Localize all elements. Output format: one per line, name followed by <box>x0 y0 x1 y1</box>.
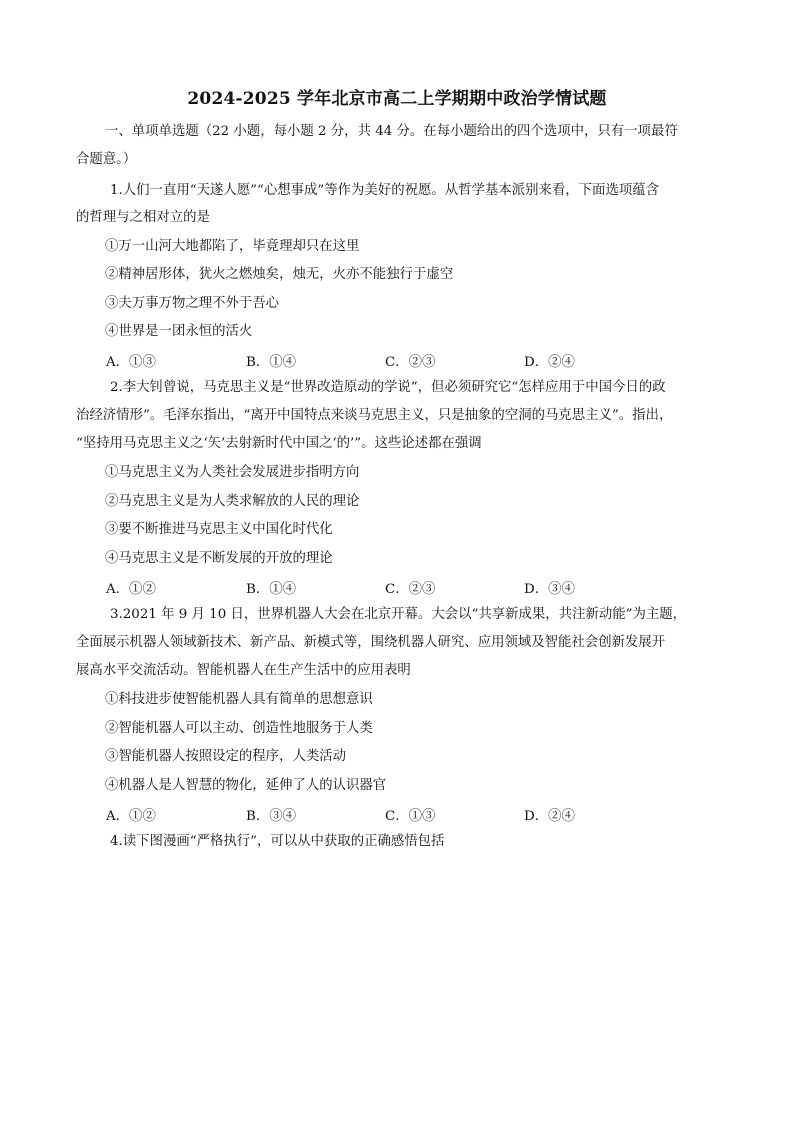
q1-stem-cont: 的哲理与之相对立的是 <box>76 210 210 225</box>
q1-option-c: C．②③ <box>385 355 436 370</box>
q1-statement-2: ②精神居形体，犹火之燃烛矣，烛无，火亦不能独行于虚空 <box>105 267 454 282</box>
q2-stem-cont-1: 治经济情形”。毛泽东指出，“离开中国特点来谈马克思主义，只是抽象的空洞的马克思主义”。指出， <box>76 408 673 423</box>
q1-option-a: A．①③ <box>106 355 156 370</box>
q3-options <box>106 805 666 825</box>
section-heading-cont: 合题意。） <box>76 152 137 167</box>
q4-stem: 4.读下图漫画“严格执行”，可以从中获取的正确感悟包括 <box>110 834 445 849</box>
q2-options <box>106 578 666 598</box>
q2-statement-4: ④马克思主义是不断发展的开放的理论 <box>105 551 333 566</box>
q3-statement-4: ④机器人是人智慧的物化，延伸了人的认识器官 <box>105 778 387 793</box>
q3-stem: 3.2021 年 9 月 10 日，世界机器人大会在北京开幕。大会以“共享新成果，共注新动能”为主题， <box>110 607 687 622</box>
q1-stem: 1.人们一直用“天遂人愿”“心想事成”等作为美好的祝愿。从哲学基本派别来看，下面选项蕴含 <box>110 183 659 198</box>
q1-statement-1: ①万一山河大地都陷了，毕竟理却只在这里 <box>105 239 360 254</box>
q2-option-c: C．②③ <box>385 582 436 597</box>
q3-option-b: B．③④ <box>246 809 297 824</box>
q2-statement-2: ②马克思主义是为人类求解放的人民的理论 <box>105 494 360 509</box>
q3-option-d: D．②④ <box>524 809 575 824</box>
q3-statement-1: ①科技进步使智能机器人具有简单的思想意识 <box>105 692 373 707</box>
q2-option-a: A．①② <box>106 582 156 597</box>
q3-option-a: A．①② <box>106 809 156 824</box>
q2-stem-cont-2: “坚持用马克思主义之‘矢’去射新时代中国之‘的’”。这些论述都在强调 <box>76 436 482 451</box>
q1-options <box>106 351 666 371</box>
q1-option-d: D．②④ <box>524 355 575 370</box>
q3-statement-2: ②智能机器人可以主动、创造性地服务于人类 <box>105 721 373 736</box>
q1-option-b: B．①④ <box>246 355 297 370</box>
q2-option-d: D．③④ <box>524 582 575 597</box>
q2-statement-3: ③要不断推进马克思主义中国化时代化 <box>105 522 333 537</box>
q2-stem: 2.李大钊曾说，马克思主义是“世界改造原动的学说”，但必须研究它“怎样应用于中国今日的政 <box>110 380 666 395</box>
q1-statement-3: ③夫万事万物之理不外于吾心 <box>105 296 280 311</box>
q2-statement-1: ①马克思主义为人类社会发展进步指明方向 <box>105 465 360 480</box>
q3-option-c: C．①③ <box>385 809 436 824</box>
page-title: 2024-2025 学年北京市高二上学期期中政治学情试题 <box>187 89 607 109</box>
q3-stem-cont-2: 展高水平交流活动。智能机器人在生产生活中的应用表明 <box>76 663 411 678</box>
q3-statement-3: ③智能机器人按照设定的程序，人类活动 <box>105 749 347 764</box>
section-heading: 一、单项单选题（22 小题，每小题 2 分，共 44 分。在每小题给出的四个选项中，只有一项最符 <box>105 124 678 139</box>
q1-statement-4: ④世界是一团永恒的活火 <box>105 324 253 339</box>
q3-stem-cont-1: 全面展示机器人领域新技术、新产品、新模式等，围绕机器人研究、应用领域及智能社会创新发展开 <box>76 635 666 650</box>
q2-option-b: B．①④ <box>246 582 297 597</box>
